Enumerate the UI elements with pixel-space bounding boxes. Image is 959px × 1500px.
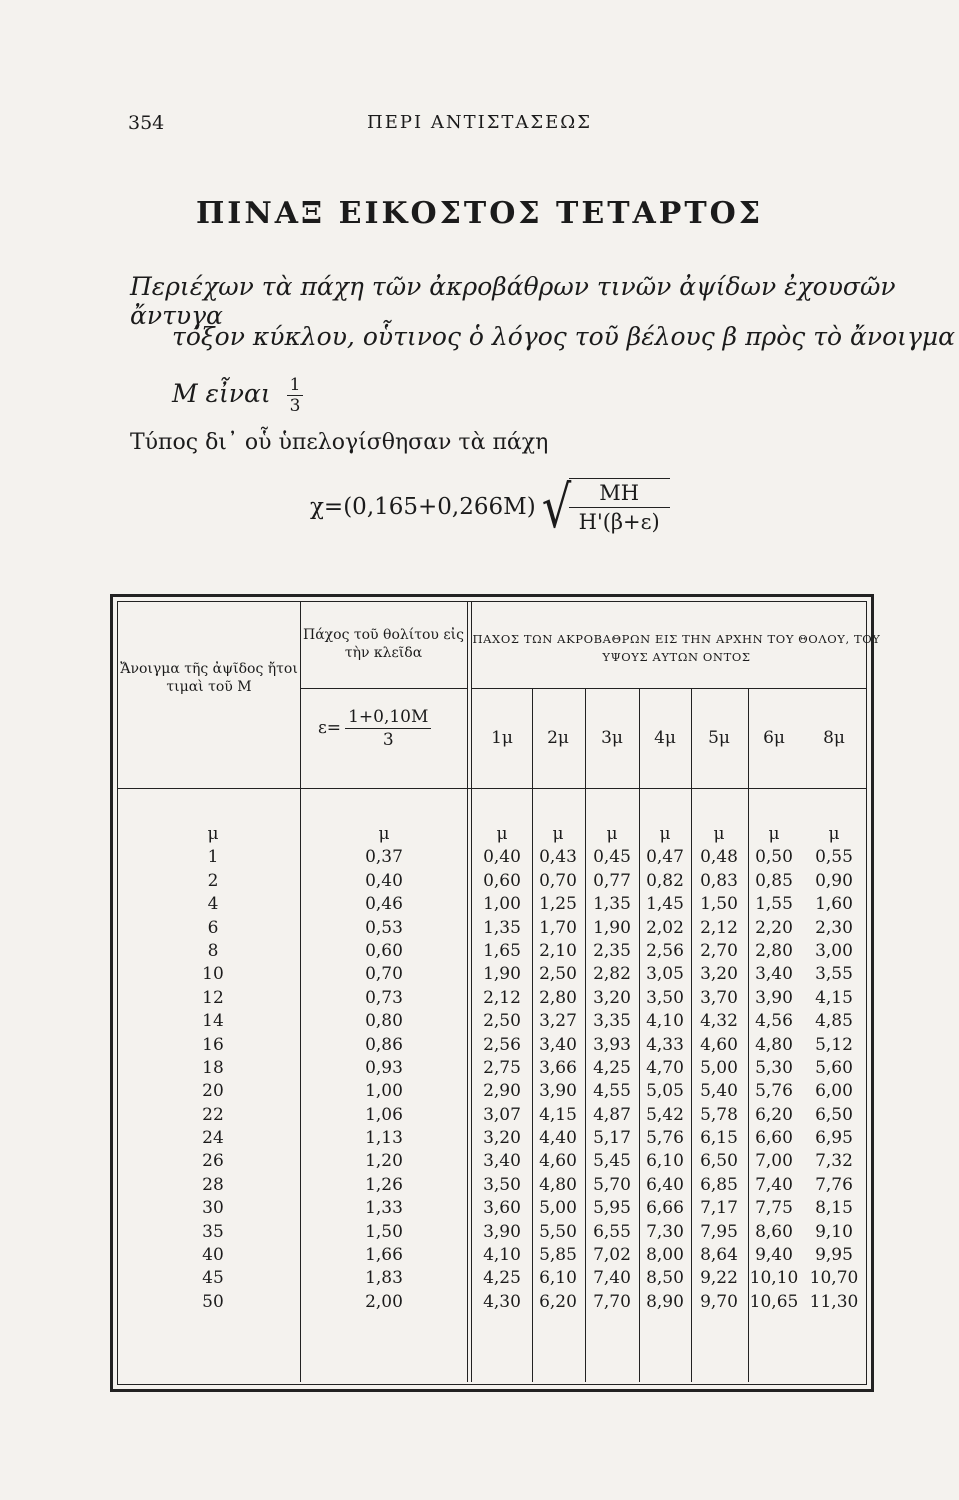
opening-value: 24: [202, 1128, 224, 1149]
abutment-value: 0,40: [483, 847, 521, 868]
abutment-value: 6,50: [700, 1151, 738, 1172]
table-row: [118, 1175, 866, 1198]
abutment-value: 3,90: [755, 987, 793, 1008]
abutment-value: 1,00: [483, 894, 521, 915]
abutment-value: 2,50: [483, 1011, 521, 1032]
abutment-value: 5,85: [539, 1245, 577, 1266]
abutment-value: 0,47: [646, 847, 684, 868]
abutment-value: 4,25: [593, 1057, 631, 1078]
abutment-value: 5,76: [646, 1128, 684, 1149]
abutment-value: 3,05: [646, 964, 684, 985]
table-row: [118, 1011, 866, 1034]
unit-label: μ: [828, 824, 840, 844]
table-row: [118, 1292, 866, 1315]
abutment-value: 3,93: [593, 1034, 631, 1055]
formula-radicand: [569, 478, 670, 536]
abutment-value: 2,10: [539, 940, 577, 961]
abutment-value: 2,75: [483, 1057, 521, 1078]
abutment-value: 5,00: [539, 1198, 577, 1219]
table-title: ΠΙΝΑΞ ΕΙΚΟΣΤΟΣ ΤΕΤΑΡΤΟΣ: [195, 196, 764, 231]
ratio-fraction: [287, 375, 304, 416]
abutment-value: 7,76: [815, 1174, 853, 1195]
opening-value: 14: [202, 1011, 224, 1032]
opening-value: 20: [202, 1081, 224, 1102]
abutment-value: 1,90: [483, 964, 521, 985]
keystone-value: 1,26: [365, 1174, 403, 1195]
keystone-value: 1,50: [365, 1221, 403, 1242]
abutment-value: 6,20: [539, 1291, 577, 1312]
abutment-value: 6,20: [755, 1104, 793, 1125]
abutment-value: 0,60: [483, 870, 521, 891]
abutment-value: 2,56: [646, 940, 684, 961]
abutment-value: 5,05: [646, 1081, 684, 1102]
keystone-value: 0,70: [365, 964, 403, 985]
abutment-value: 0,55: [815, 847, 853, 868]
abutment-value: 10,10: [749, 1268, 799, 1289]
abutment-value: 4,15: [815, 987, 853, 1008]
opening-value: 18: [202, 1057, 224, 1078]
abutment-value: 3,90: [539, 1081, 577, 1102]
abutment-value: 0,70: [539, 870, 577, 891]
abutment-value: 7,95: [700, 1221, 738, 1242]
abutment-value: 7,70: [593, 1291, 631, 1312]
table-row: [118, 1268, 866, 1291]
abutment-value: 0,43: [539, 847, 577, 868]
table-row: [118, 1128, 866, 1151]
abutment-value: 6,55: [593, 1221, 631, 1242]
keystone-value: 0,60: [365, 940, 403, 961]
abutment-value: 5,40: [700, 1081, 738, 1102]
abutment-value: 2,20: [755, 917, 793, 938]
running-title: ΠΕΡΙ ΑΝΤΙΣΤΑΣΕΩΣ: [367, 112, 592, 133]
table-row: [118, 847, 866, 870]
abutment-value: 9,10: [815, 1221, 853, 1242]
abutment-value: 4,60: [700, 1034, 738, 1055]
abutment-value: 3,50: [646, 987, 684, 1008]
ratio-denominator: 3: [289, 396, 301, 416]
opening-value: 1: [207, 847, 219, 868]
abutment-value: 1,45: [646, 894, 684, 915]
abutment-value: 2,12: [700, 917, 738, 938]
abutment-value: 5,78: [700, 1104, 738, 1125]
abutment-value: 8,60: [755, 1221, 793, 1242]
abutment-value: 6,10: [646, 1151, 684, 1172]
abutment-value: 7,32: [815, 1151, 853, 1172]
abutment-value: 5,17: [593, 1128, 631, 1149]
abutment-value: 2,90: [483, 1081, 521, 1102]
abutment-value: 9,95: [815, 1245, 853, 1266]
header-divider: [300, 688, 467, 689]
epsilon-numerator: 1+0,10Μ: [345, 706, 431, 729]
abutment-value: 4,85: [815, 1011, 853, 1032]
abutment-value: 4,32: [700, 1011, 738, 1032]
abutment-value: 3,00: [815, 940, 853, 961]
abutment-value: 1,60: [815, 894, 853, 915]
data-table: [110, 594, 881, 1392]
abutment-value: 1,35: [593, 894, 631, 915]
abutment-value: 9,40: [755, 1245, 793, 1266]
unit-label: μ: [768, 824, 780, 844]
keystone-value: 1,00: [365, 1081, 403, 1102]
abutment-value: 0,77: [593, 870, 631, 891]
opening-value: 28: [202, 1174, 224, 1195]
opening-value: 8: [207, 940, 219, 961]
abutment-value: 2,70: [700, 940, 738, 961]
abutment-value: 4,33: [646, 1034, 684, 1055]
abutment-value: 10,70: [809, 1268, 859, 1289]
abutment-value: 1,50: [700, 894, 738, 915]
keystone-value: 1,83: [365, 1268, 403, 1289]
abutment-value: 5,60: [815, 1057, 853, 1078]
abutment-value: 5,50: [539, 1221, 577, 1242]
abutment-value: 4,80: [539, 1174, 577, 1195]
table-row: [118, 988, 866, 1011]
header-keystone-thickness: Πάχος τοῦ θολίτου εἰς τὴν κλεῖδα: [303, 627, 464, 661]
abutment-value: 2,56: [483, 1034, 521, 1055]
abutment-value: 3,40: [483, 1151, 521, 1172]
table-row: [118, 894, 866, 917]
opening-value: 16: [202, 1034, 224, 1055]
abutment-value: 6,00: [815, 1081, 853, 1102]
abutment-value: 7,40: [755, 1174, 793, 1195]
table-row: [118, 1198, 866, 1221]
unit-label: μ: [713, 824, 725, 844]
abutment-value: 3,66: [539, 1057, 577, 1078]
abutment-value: 7,75: [755, 1198, 793, 1219]
abutment-value: 6,85: [700, 1174, 738, 1195]
unit-label: μ: [659, 824, 671, 844]
keystone-value: 1,13: [365, 1128, 403, 1149]
abutment-value: 2,50: [539, 964, 577, 985]
description-line-3-text: Μ εἶναι: [172, 379, 271, 408]
opening-value: 45: [202, 1268, 224, 1289]
abutment-value: 4,87: [593, 1104, 631, 1125]
keystone-value: 0,80: [365, 1011, 403, 1032]
epsilon-formula: [318, 706, 431, 751]
abutment-value: 1,25: [539, 894, 577, 915]
opening-value: 22: [202, 1104, 224, 1125]
abutment-value: 1,55: [755, 894, 793, 915]
header-abutment-thickness: ΠΑΧΟΣ ΤΩΝ ΑΚΡΟΒΑΘΡΩΝ ΕΙΣ ΤΗΝ ΑΡΧΗΝ ΤΟΥ ΘΟΛΟΥ, ΤΟΥ ΥΨΟΥΣ ΑΥΤΩΝ ΟΝΤΟΣ: [472, 632, 881, 664]
abutment-value: 4,56: [755, 1011, 793, 1032]
abutment-value: 3,35: [593, 1011, 631, 1032]
abutment-value: 3,60: [483, 1198, 521, 1219]
abutment-value: 6,10: [539, 1268, 577, 1289]
opening-value: 30: [202, 1198, 224, 1219]
abutment-value: 7,17: [700, 1198, 738, 1219]
abutment-value: 2,02: [646, 917, 684, 938]
opening-value: 50: [202, 1291, 224, 1312]
abutment-value: 4,70: [646, 1057, 684, 1078]
height-column-header: 1μ: [491, 728, 513, 748]
abutment-value: 6,50: [815, 1104, 853, 1125]
abutment-value: 1,70: [539, 917, 577, 938]
table-row: [118, 1058, 866, 1081]
abutment-value: 4,30: [483, 1291, 521, 1312]
abutment-value: 9,70: [700, 1291, 738, 1312]
abutment-value: 2,80: [755, 940, 793, 961]
table-row: [118, 1035, 866, 1058]
description-line-2: τόξον κύκλου, οὗτινος ὁ λόγος τοῦ βέλους β πρὸς τὸ ἄνοιγμα: [172, 322, 956, 351]
abutment-value: 6,95: [815, 1128, 853, 1149]
abutment-value: 0,83: [700, 870, 738, 891]
opening-value: 40: [202, 1245, 224, 1266]
abutment-value: 0,50: [755, 847, 793, 868]
abutment-value: 5,76: [755, 1081, 793, 1102]
opening-value: 10: [202, 964, 224, 985]
abutment-value: 2,80: [539, 987, 577, 1008]
abutment-value: 2,82: [593, 964, 631, 985]
abutment-value: 3,55: [815, 964, 853, 985]
abutment-value: 6,66: [646, 1198, 684, 1219]
abutment-value: 3,50: [483, 1174, 521, 1195]
abutment-value: 5,00: [700, 1057, 738, 1078]
abutment-value: 7,30: [646, 1221, 684, 1242]
keystone-value: 0,73: [365, 987, 403, 1008]
abutment-value: 1,65: [483, 940, 521, 961]
table-row: [118, 941, 866, 964]
epsilon-prefix: ε=: [318, 718, 342, 738]
keystone-value: 2,00: [365, 1291, 403, 1312]
abutment-value: 5,42: [646, 1104, 684, 1125]
abutment-value: 0,45: [593, 847, 631, 868]
keystone-value: 0,86: [365, 1034, 403, 1055]
abutment-value: 5,70: [593, 1174, 631, 1195]
abutment-value: 2,35: [593, 940, 631, 961]
opening-value: 6: [207, 917, 219, 938]
abutment-value: 7,00: [755, 1151, 793, 1172]
radicand-numerator: ΜΗ: [569, 479, 670, 508]
abutment-value: 8,90: [646, 1291, 684, 1312]
abutment-value: 6,60: [755, 1128, 793, 1149]
table-row: [118, 1105, 866, 1128]
abutment-value: 0,82: [646, 870, 684, 891]
radical-sign: √: [541, 473, 571, 541]
table-row: [118, 1222, 866, 1245]
opening-value: 2: [207, 870, 219, 891]
abutment-value: 1,90: [593, 917, 631, 938]
abutment-value: 4,25: [483, 1268, 521, 1289]
abutment-value: 3,20: [700, 964, 738, 985]
abutment-value: 3,07: [483, 1104, 521, 1125]
abutment-value: 7,40: [593, 1268, 631, 1289]
abutment-value: 3,90: [483, 1221, 521, 1242]
abutment-value: 3,20: [483, 1128, 521, 1149]
page-number: 354: [128, 112, 165, 134]
abutment-value: 11,30: [809, 1291, 859, 1312]
abutment-value: 3,70: [700, 987, 738, 1008]
unit-row: [118, 824, 866, 847]
epsilon-fraction: [345, 706, 431, 751]
abutment-value: 2,30: [815, 917, 853, 938]
table-row: [118, 918, 866, 941]
abutment-value: 4,40: [539, 1128, 577, 1149]
abutment-value: 4,55: [593, 1081, 631, 1102]
header-bottom-rule: [118, 788, 866, 789]
description-line-3: [172, 375, 303, 416]
abutment-value: 0,85: [755, 870, 793, 891]
abutment-value: 6,15: [700, 1128, 738, 1149]
formula-label: Τύπος δι᾽ οὗ ὑπελογίσθησαν τὰ πάχη: [130, 430, 549, 455]
abutment-value: 3,27: [539, 1011, 577, 1032]
abutment-value: 6,40: [646, 1174, 684, 1195]
header-divider: [471, 688, 866, 689]
abutment-value: 3,20: [593, 987, 631, 1008]
abutment-value: 10,65: [749, 1291, 799, 1312]
abutment-value: 8,50: [646, 1268, 684, 1289]
table-row: [118, 1151, 866, 1174]
opening-value: 35: [202, 1221, 224, 1242]
table-row: [118, 1081, 866, 1104]
height-column-header: 4μ: [654, 728, 676, 748]
abutment-value: 5,95: [593, 1198, 631, 1219]
abutment-value: 0,90: [815, 870, 853, 891]
abutment-value: 7,02: [593, 1245, 631, 1266]
keystone-value: 0,40: [365, 870, 403, 891]
abutment-value: 5,30: [755, 1057, 793, 1078]
table-body: [118, 824, 866, 1315]
keystone-value: 0,93: [365, 1057, 403, 1078]
height-column-header: 8μ: [823, 728, 845, 748]
abutment-value: 8,00: [646, 1245, 684, 1266]
abutment-value: 3,40: [539, 1034, 577, 1055]
abutment-value: 9,22: [700, 1268, 738, 1289]
formula-lhs: χ=(0,165+0,266Μ): [310, 494, 536, 520]
keystone-value: 1,66: [365, 1245, 403, 1266]
abutment-value: 4,60: [539, 1151, 577, 1172]
height-column-header: 3μ: [601, 728, 623, 748]
abutment-value: 4,10: [483, 1245, 521, 1266]
unit-label: μ: [207, 824, 219, 844]
keystone-value: 1,06: [365, 1104, 403, 1125]
unit-label: μ: [496, 824, 508, 844]
header-opening: Ἄνοιγμα τῆς ἀψῖδος ἤτοι τιμαὶ τοῦ Μ: [120, 661, 298, 695]
unit-label: μ: [378, 824, 390, 844]
abutment-value: 4,10: [646, 1011, 684, 1032]
abutment-value: 3,40: [755, 964, 793, 985]
formula: [310, 473, 670, 541]
opening-value: 26: [202, 1151, 224, 1172]
table-row: [118, 964, 866, 987]
epsilon-denominator: 3: [382, 730, 394, 750]
keystone-value: 1,20: [365, 1151, 403, 1172]
abutment-value: 5,45: [593, 1151, 631, 1172]
abutment-value: 2,12: [483, 987, 521, 1008]
keystone-value: 0,46: [365, 894, 403, 915]
keystone-value: 1,33: [365, 1198, 403, 1219]
keystone-value: 0,53: [365, 917, 403, 938]
opening-value: 12: [202, 987, 224, 1008]
height-column-header: 6μ: [763, 728, 785, 748]
keystone-value: 0,37: [365, 847, 403, 868]
abutment-value: 4,80: [755, 1034, 793, 1055]
table-row: [118, 1245, 866, 1268]
abutment-value: 5,12: [815, 1034, 853, 1055]
description-line-1: Περιέχων τὰ πάχη τῶν ἀκροβάθρων τινῶν ἀψίδων ἐχουσῶν ἄντυγα: [130, 272, 896, 330]
table-inner-border: [117, 601, 881, 1385]
ratio-numerator: 1: [287, 375, 304, 396]
height-column-header: 5μ: [708, 728, 730, 748]
opening-value: 4: [207, 894, 219, 915]
unit-label: μ: [606, 824, 618, 844]
abutment-value: 0,48: [700, 847, 738, 868]
abutment-value: 8,64: [700, 1245, 738, 1266]
unit-label: μ: [552, 824, 564, 844]
radicand-denominator: Η'(β+ε): [578, 510, 660, 534]
abutment-value: 8,15: [815, 1198, 853, 1219]
height-column-header: 2μ: [547, 728, 569, 748]
abutment-value: 4,15: [539, 1104, 577, 1125]
table-row: [118, 871, 866, 894]
abutment-value: 1,35: [483, 917, 521, 938]
